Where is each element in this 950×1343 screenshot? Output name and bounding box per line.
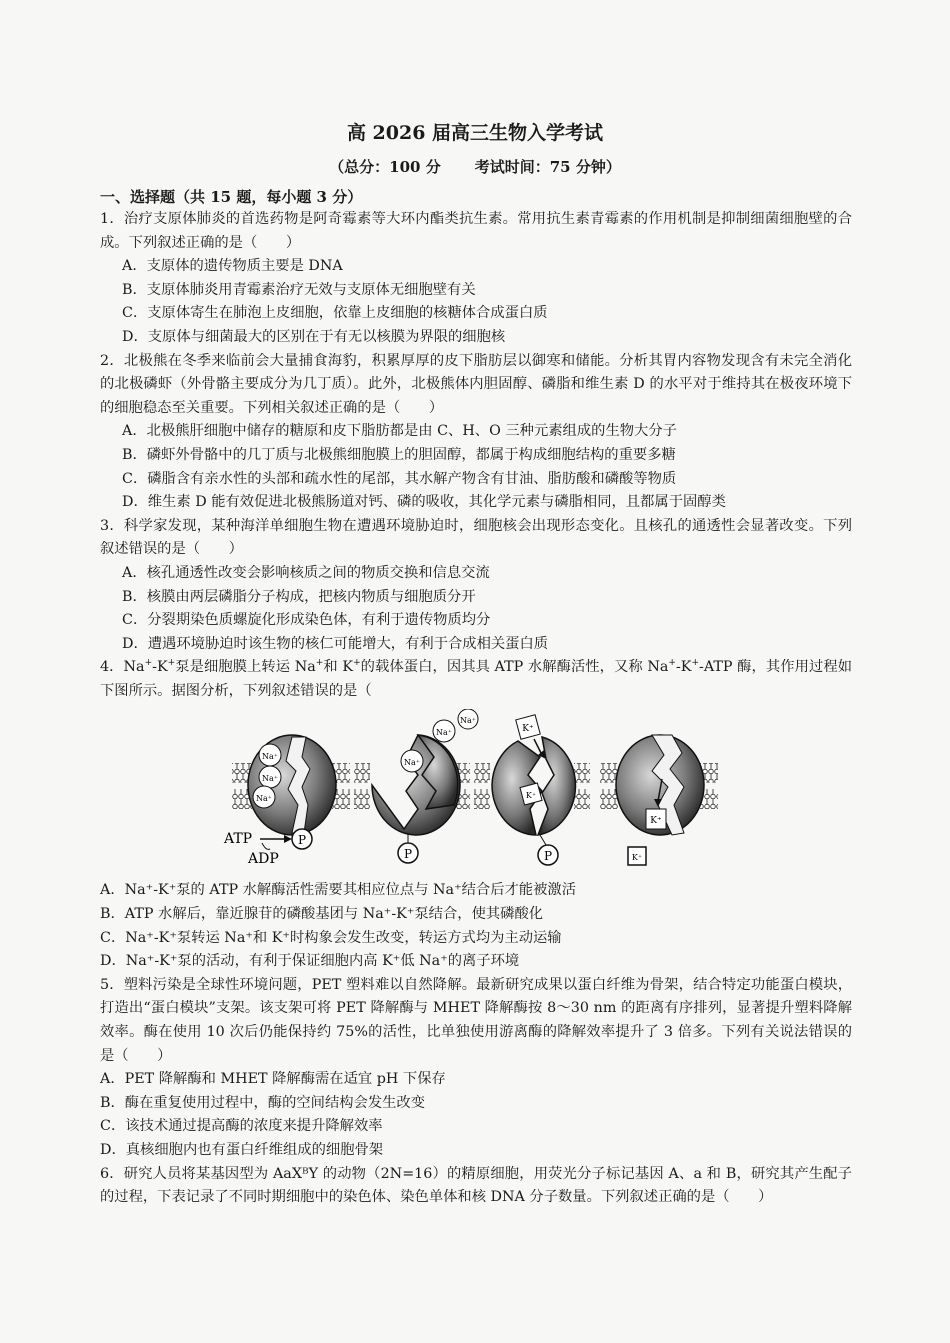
adp-label: ADP [248, 851, 279, 868]
k-label: K⁺ [522, 724, 534, 735]
q5-option-c: C．该技术通过提高酶的浓度来提升降解效率 [100, 1118, 383, 1135]
q2-option-b: B．磷虾外骨骼中的几丁质与北极熊细胞膜上的胆固醇，都属于构成细胞结构的重要多糖 [122, 446, 676, 463]
q4-option-c: C．Na⁺-K⁺泵转运 Na⁺和 K⁺时构象会发生改变，转运方式均为主动运输 [100, 929, 562, 946]
na-label: Na⁺ [262, 774, 278, 784]
q1-option-c: C．支原体寄生在肺泡上皮细胞，依靠上皮细胞的核糖体合成蛋白质 [122, 305, 548, 322]
question-3-stem: 3．科学家发现，某种海洋单细胞生物在遭遇环境胁迫时，细胞核会出现形态变化。且核孔的通透性会显著改变。下列叙述错误的是（ ） [100, 517, 852, 558]
q5-option-d: D．真核细胞内也有蛋白纤维组成的细胞骨架 [100, 1142, 384, 1158]
pump-stage-2 [354, 709, 478, 863]
q4-option-a: A．Na⁺-K⁺泵的 ATP 水解酶活性需要其相应位点与 Na⁺结合后才能被激活 [100, 882, 576, 899]
q5-option-b: B．酶在重复使用过程中，酶的空间结构会发生改变 [100, 1094, 426, 1111]
q5-option-a: A．PET 降解酶和 MHET 降解酶需在适宜 pH 下保存 [100, 1071, 446, 1088]
na-label: Na⁺ [262, 752, 278, 762]
question-4-stem: 4．Na+-K+泵是细胞膜上转运 Na+和 K+的载体蛋白，因其具 ATP 水解酶活性，又称 Na+-K+-ATP 酶，其作用过程如下图所示。据图分析，下列叙述错误的是（ [100, 658, 852, 699]
phosphate-label: P [543, 849, 553, 864]
phosphate-label: P [297, 833, 307, 848]
q3-option-b: B．核膜由两层磷脂分子构成，把核内物质与细胞质分开 [122, 588, 476, 605]
q2-option-a: A．北极熊肝细胞中储存的糖原和皮下脂肪都是由 C、H、O 三种元素组成的生物大分子 [122, 423, 677, 440]
section-heading: 一、选择题（共 15 题，每小题 3 分） [100, 188, 363, 206]
question-1-stem: 1．治疗支原体肺炎的首选药物是阿奇霉素等大环内酯类抗生素。常用抗生素青霉素的作用机制是抑制细菌细胞壁的合成。下列叙述正确的是（ ） [100, 211, 852, 251]
na-label: Na⁺ [256, 794, 272, 804]
k-label: K⁺ [631, 853, 643, 863]
exam-meta [0, 156, 950, 177]
phosphate-label: P [403, 847, 413, 862]
exam-time: 考试时间：75 分钟） [474, 158, 621, 176]
na-k-pump-figure [100, 709, 852, 873]
na-label: Na⁺ [460, 716, 476, 726]
q4-option-d: D．Na⁺-K⁺泵的活动，有利于保证细胞内高 K⁺低 Na⁺的离子环境 [100, 953, 520, 970]
question-2-stem: 2．北极熊在冬季来临前会大量捕食海豹，积累厚厚的皮下脂肪层以御寒和储能。分析其胃内容物发现含有未完全消化的北极磷虾（外骨骼主要成分为几丁质）。此外，北极熊体内胆固醇、磷脂和维生素 D 的水平对于维持其在极夜环境下的细胞稳态至关重要。下列相关叙述正确的是（ ） [100, 352, 852, 416]
k-label: K⁺ [650, 816, 662, 827]
q1-option-a: A．支原体的遗传物质主要是 DNA [122, 258, 343, 275]
q4-option-b: B．ATP 水解后，靠近腺苷的磷酸基团与 Na⁺-K⁺泵结合，使其磷酸化 [100, 906, 544, 923]
q2-option-c: C．磷脂含有亲水性的头部和疏水性的尾部，其水解产物含有甘油、脂肪酸和磷酸等物质 [122, 470, 677, 487]
question-5-stem: 5．塑料污染是全球性环境问题，PET 塑料难以自然降解。最新研究成果以蛋白纤维为骨架，结合特定功能蛋白模块，打造出“蛋白模块”支架。该支架可将 PET 降解酶与 MHET 降解酶按 8～30 nm 的距离有序排列，显著提升塑料降解效率。酶在使用 10 次后仍能保持约 75%的活性，比单独使用游离酶的降解效率提升了 3 倍多。下列有关说法错误的是（ ） [100, 976, 852, 1064]
q3-option-a: A．核孔通透性改变会影响核质之间的物质交换和信息交流 [122, 564, 490, 581]
q1-option-d: D．支原体与细菌最大的区别在于有无以核膜为界限的细胞核 [122, 328, 506, 345]
total-score: （总分：100 分 [329, 158, 441, 176]
pump-stage-3 [474, 715, 590, 865]
questions [100, 208, 852, 1210]
question-6-stem: 6．研究人员将某基因型为 AaXᴮY 的动物（2N=16）的精原细胞，用荧光分子标记基因 A、a 和 B，研究其产生配子的过程，下表记录了不同时期细胞中的染色体、染色单体和核 DNA 分子数量。下列叙述正确的是（ ） [100, 1165, 852, 1206]
q1-option-b: B．支原体肺炎用青霉素治疗无效与支原体无细胞壁有关 [122, 281, 476, 298]
pump-stage-4 [600, 735, 718, 865]
na-label: Na⁺ [404, 758, 420, 768]
k-label: K⁺ [525, 791, 537, 801]
q2-option-d: D．维生素 D 能有效促进北极熊肠道对钙、磷的吸收，其化学元素与磷脂相同，且都属于固醇类 [122, 494, 726, 511]
na-k-pump-diagram [222, 709, 722, 873]
exam-title: 高 2026 届高三生物入学考试 [346, 122, 604, 144]
atp-label: ATP [224, 831, 253, 848]
na-label: Na⁺ [436, 728, 452, 738]
pump-stage-1 [223, 735, 350, 867]
q3-option-c: C．分裂期染色质螺旋化形成染色体，有利于遗传物质均分 [122, 612, 491, 629]
q3-option-d: D．遭遇环境胁迫时该生物的核仁可能增大，有利于合成相关蛋白质 [122, 635, 549, 652]
